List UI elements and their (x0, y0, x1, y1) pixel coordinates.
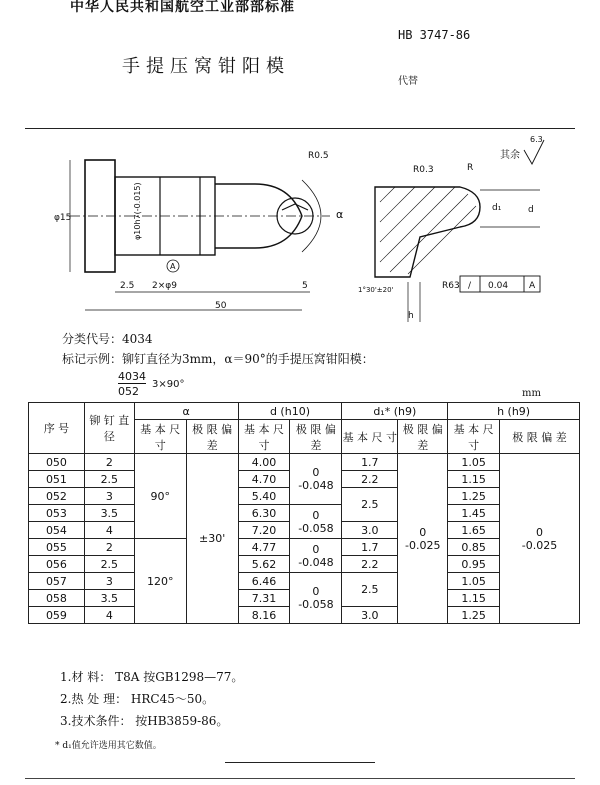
org-title: 中华人民共和国航空工业部部标准 (70, 0, 295, 15)
cell-d1-dev: 0 -0.025 (398, 454, 448, 624)
mark-bottom: 052 (118, 385, 139, 398)
header-d: d (h10) (238, 403, 342, 420)
angle-label: 1°30'±20' (358, 286, 394, 294)
cell-alpha-dev: ±30' (186, 454, 238, 624)
header-row (29, 403, 580, 420)
header-dev: 极 限 偏 差 (290, 420, 342, 454)
dim-phi15: φ15 (54, 213, 72, 223)
cell-d-dev-1: 0 -0.048 (290, 454, 342, 505)
table-row: 055 2 120° 4.77 0 -0.048 1.7 0.85 (29, 539, 580, 556)
svg-text:A: A (529, 281, 536, 291)
header-dev: 极 限 偏 差 (500, 420, 580, 454)
cell-d-dev-4: 0 -0.058 (290, 573, 342, 624)
replaces-label: 代替 (398, 76, 418, 87)
table-row: 059 4 8.16 3.0 1.25 (29, 607, 580, 624)
cell-alpha-90: 90° (134, 454, 186, 539)
dim-5: 5 (302, 281, 308, 291)
header-dev: 极 限 偏 差 (398, 420, 448, 454)
dim-2x9: 2×φ9 (152, 281, 177, 291)
footnote: * d₁值允许选用其它数值。 (55, 741, 162, 751)
cell-d1: 1.7 (342, 454, 398, 471)
note-tech-conditions: 3.技术条件： 按HB3859-86。 (60, 714, 229, 728)
header-seq: 序 号 (29, 403, 85, 454)
table-row: 056 2.5 5.62 2.2 0.95 (29, 556, 580, 573)
cell-d-dev-2: 0 -0.058 (290, 505, 342, 539)
mark-top: 4034 (118, 370, 146, 383)
header-rule (25, 128, 575, 129)
table-row: 054 4 7.20 3.0 1.65 (29, 522, 580, 539)
roughness-rest: 其余 (500, 150, 520, 161)
end-rule (225, 762, 375, 763)
dim-phi10h7: φ10h7(-0.015) (133, 182, 142, 240)
table-row: 053 3.5 6.30 0 -0.058 1.45 (29, 505, 580, 522)
table-row: 052 3 5.40 2.5 1.25 (29, 488, 580, 505)
tolerance-value: 0.04 (488, 281, 509, 291)
cell-h: 1.05 (448, 454, 500, 471)
spec-table (28, 402, 580, 624)
class-code: 分类代号：4034 (62, 332, 153, 346)
h-label: h (408, 311, 414, 321)
header-basic: 基 本 尺 寸 (134, 420, 186, 454)
table-row: 051 2.5 4.70 2.2 1.15 (29, 471, 580, 488)
r03-label: R0.3 (413, 165, 434, 175)
standard-number: HB 3747-86 (398, 28, 471, 42)
table-row: 057 3 6.46 0 -0.058 2.5 1.05 (29, 573, 580, 590)
alpha-label: α (336, 208, 344, 221)
svg-text:/: / (468, 281, 472, 291)
r05-label: R0.5 (308, 151, 329, 161)
roughness-value: 6.3 (530, 135, 543, 144)
header-h: h (h9) (448, 403, 580, 420)
header-d1: d₁* (h9) (342, 403, 448, 420)
d-label: d (528, 205, 534, 215)
note-heat-treatment: 2.热 处 理： HRC45～50。 (60, 692, 215, 706)
header-dev: 极 限 偏 差 (186, 420, 238, 454)
unit-label: mm (522, 388, 541, 399)
cell-rivet: 2 (84, 454, 134, 471)
header-rivet: 铆 钉 直 径 (84, 403, 134, 454)
cell-h-dev: 0 -0.025 (500, 454, 580, 624)
dim-50: 50 (215, 301, 227, 311)
cell-d: 4.00 (238, 454, 290, 471)
header-basic: 基 本 尺 寸 (342, 420, 398, 454)
cell-no: 050 (29, 454, 85, 471)
cell-d-dev-3: 0 -0.048 (290, 539, 342, 573)
d1-label: d₁ (492, 203, 502, 213)
header-basic: 基 本 尺 寸 (238, 420, 290, 454)
document-title: 手提压窝钳阳模 (122, 56, 290, 77)
footer-rule (25, 778, 575, 779)
technical-drawing (40, 132, 560, 332)
mark-right: 3×90° (152, 379, 185, 390)
note-material: 1.材 料： T8A 按GB1298—77。 (60, 670, 244, 684)
marking-example: 标记示例：铆钉直径为3mm，α＝90°的手提压窝钳阳模： (62, 352, 374, 366)
r-label: R (467, 163, 474, 173)
callout-a: A (170, 262, 176, 271)
table-row (29, 454, 580, 471)
r63-label: R63 (442, 281, 460, 291)
cell-alpha-120: 120° (134, 539, 186, 624)
header-alpha: α (134, 403, 238, 420)
dim-2.5: 2.5 (120, 281, 135, 291)
detail-section (375, 187, 480, 277)
header-basic: 基 本 尺 寸 (448, 420, 500, 454)
table-row: 058 3.5 7.31 1.15 (29, 590, 580, 607)
